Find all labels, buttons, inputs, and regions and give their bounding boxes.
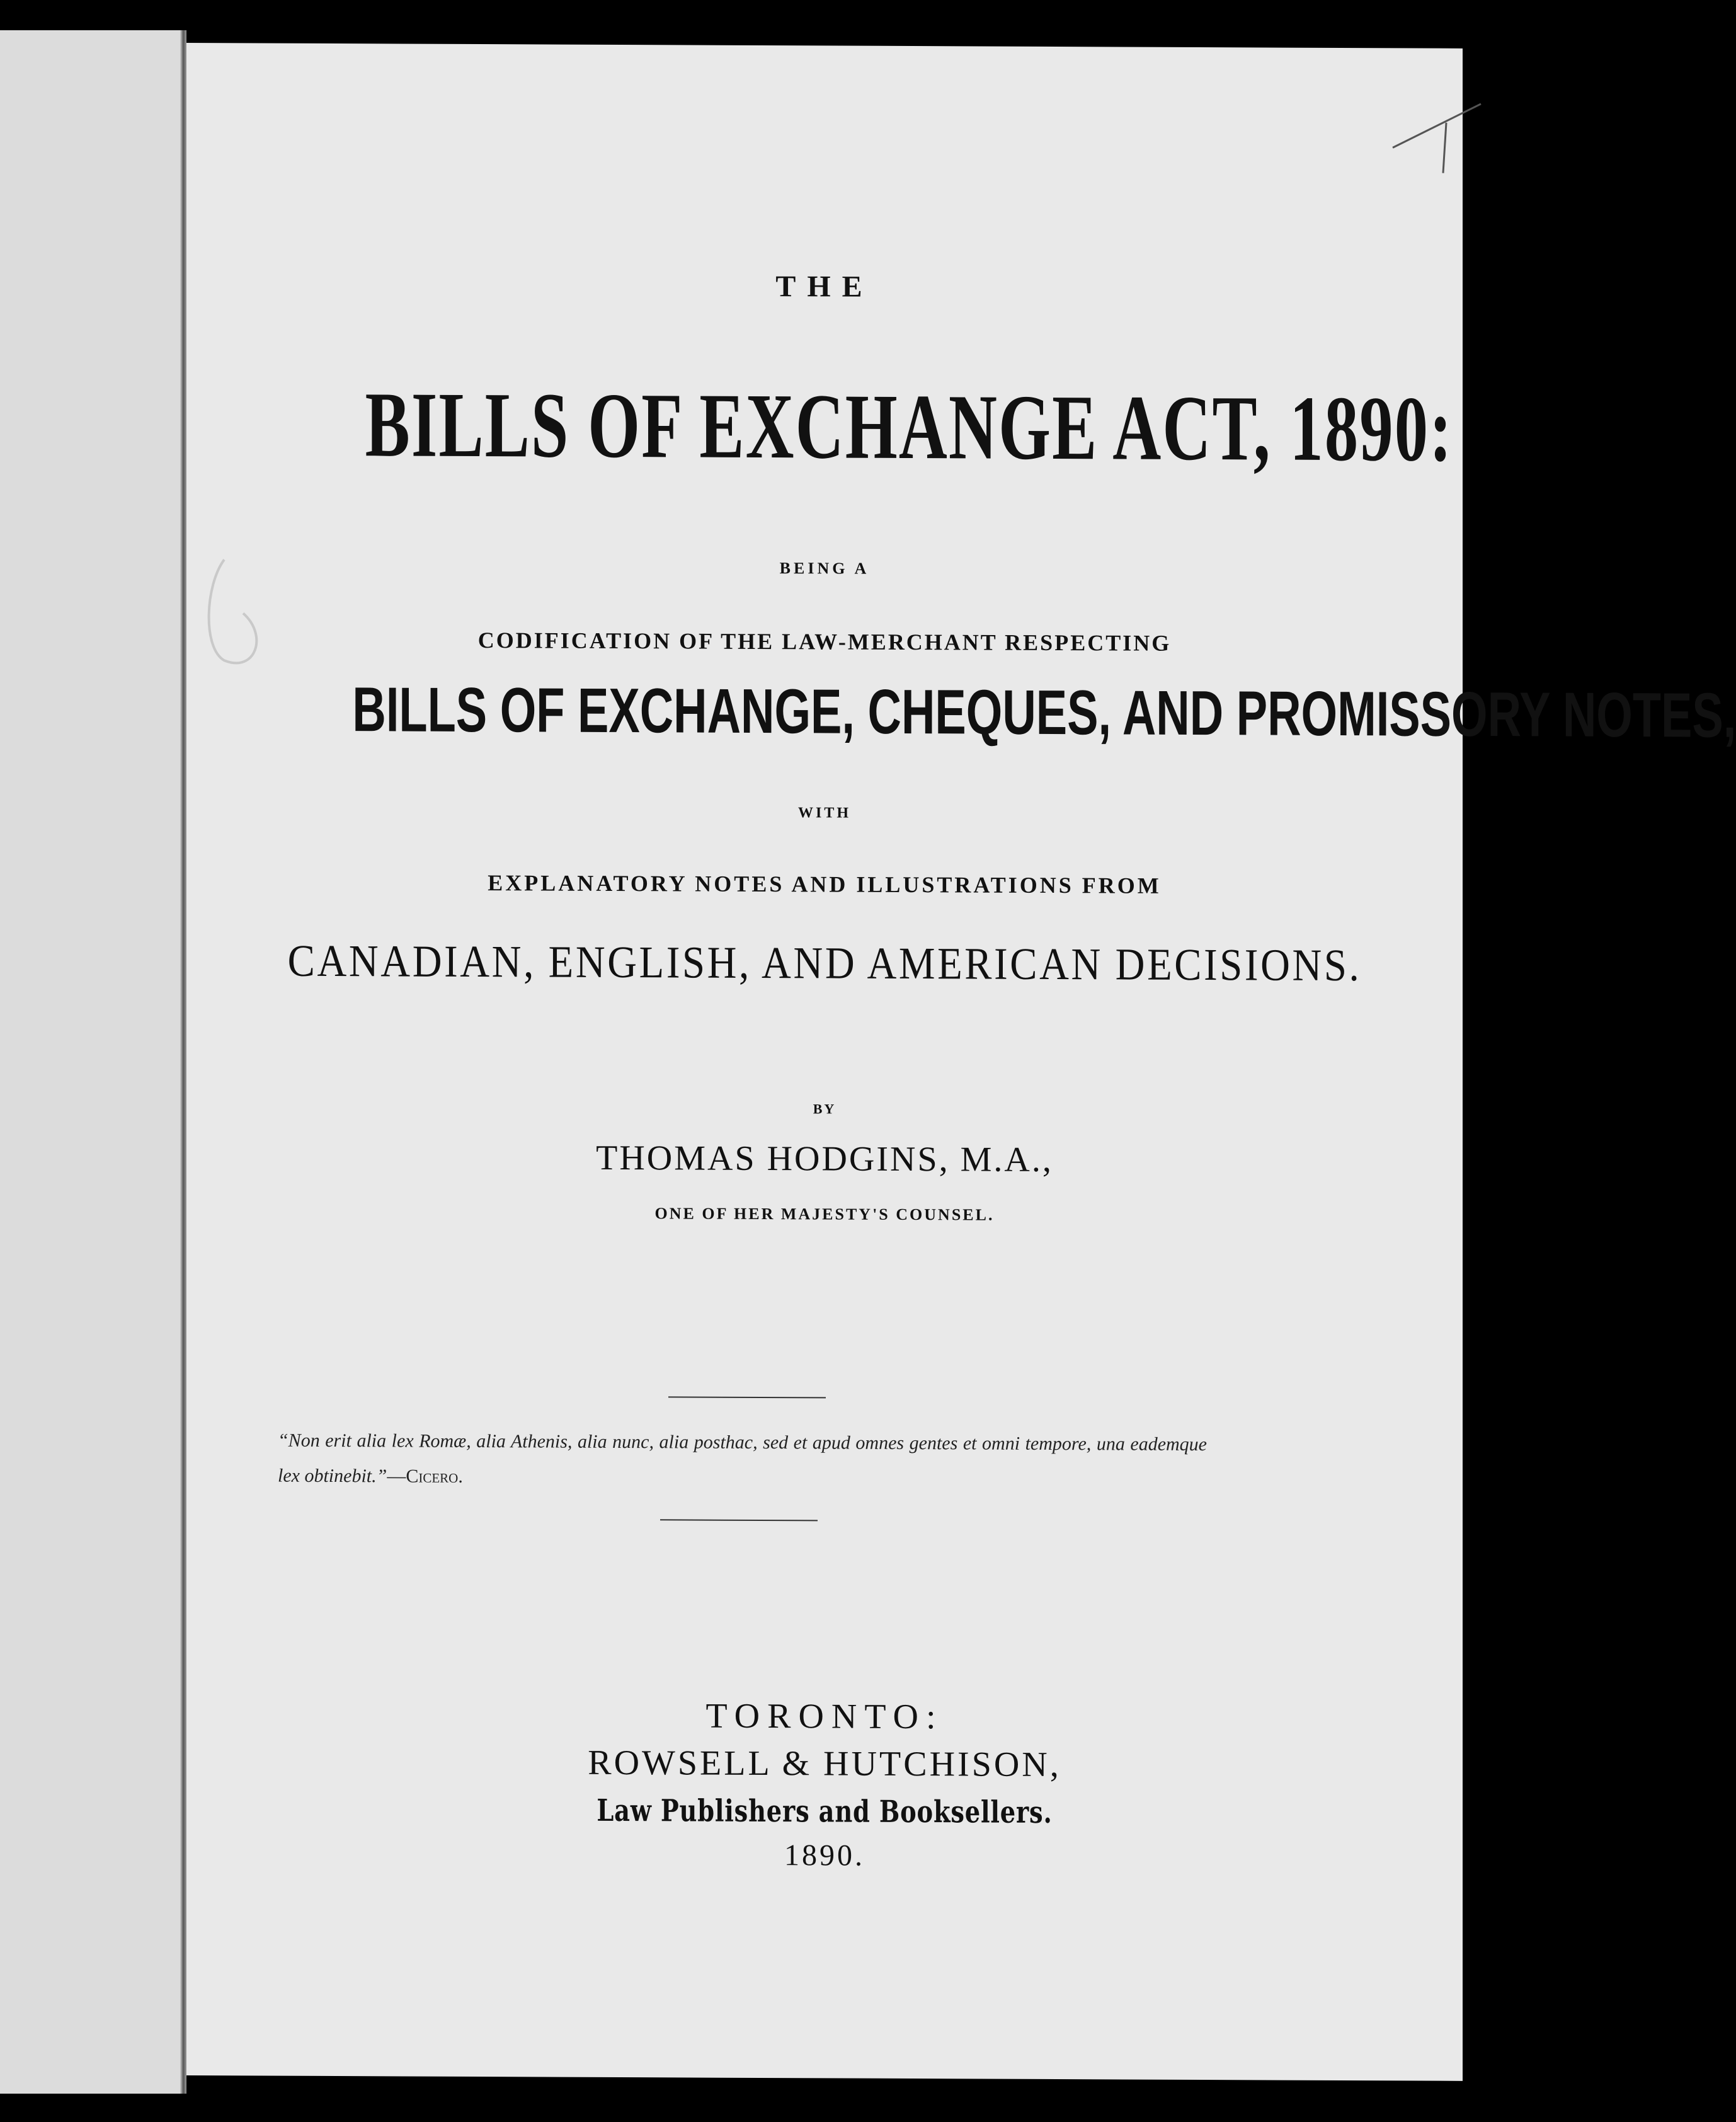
author-name: THOMAS HODGINS, M.A., — [596, 1138, 1053, 1180]
explanatory-line: EXPLANATORY NOTES AND ILLUSTRATIONS FROM — [488, 870, 1162, 898]
author-title: ONE OF HER MAJESTY'S COUNSEL. — [654, 1204, 995, 1224]
title-the: THE — [775, 270, 874, 304]
imprint-place: TORONTO: — [705, 1696, 944, 1737]
divider-top — [668, 1396, 826, 1398]
decisions-line: CANADIAN, ENGLISH, AND AMERICAN DECISIONS. — [287, 935, 1362, 991]
main-title: BILLS OF EXCHANGE ACT, 1890: — [365, 373, 1453, 481]
epigraph-attribution: —Cicero. — [387, 1465, 463, 1487]
epigraph — [278, 1423, 1207, 1498]
divider-bottom — [660, 1519, 818, 1521]
by-line: BY — [813, 1101, 837, 1117]
pencil-mark-corner — [1386, 78, 1487, 180]
subject-line: BILLS OF EXCHANGE, CHEQUES, AND PROMISSORY NOTES, — [352, 674, 1736, 751]
imprint-publisher: ROWSELL & HUTCHISON, — [588, 1743, 1061, 1785]
page-gutter — [180, 30, 186, 2094]
being-a: BEING A — [779, 559, 870, 578]
with-line: WITH — [797, 805, 851, 822]
title-page — [186, 43, 1736, 2081]
codification-line: CODIFICATION OF THE LAW-MERCHANT RESPECTING — [477, 628, 1172, 656]
epigraph-text: “Non erit alia lex Romæ, alia Athenis, alia nunc, alia posthac, sed et apud omnes gentes et omni tempore, una eademque lex obtinebit.” — [278, 1430, 1207, 1487]
imprint-year: 1890. — [784, 1838, 865, 1873]
facing-page — [0, 30, 186, 2094]
imprint-trade: Law Publishers and Booksellers. — [597, 1792, 1053, 1830]
